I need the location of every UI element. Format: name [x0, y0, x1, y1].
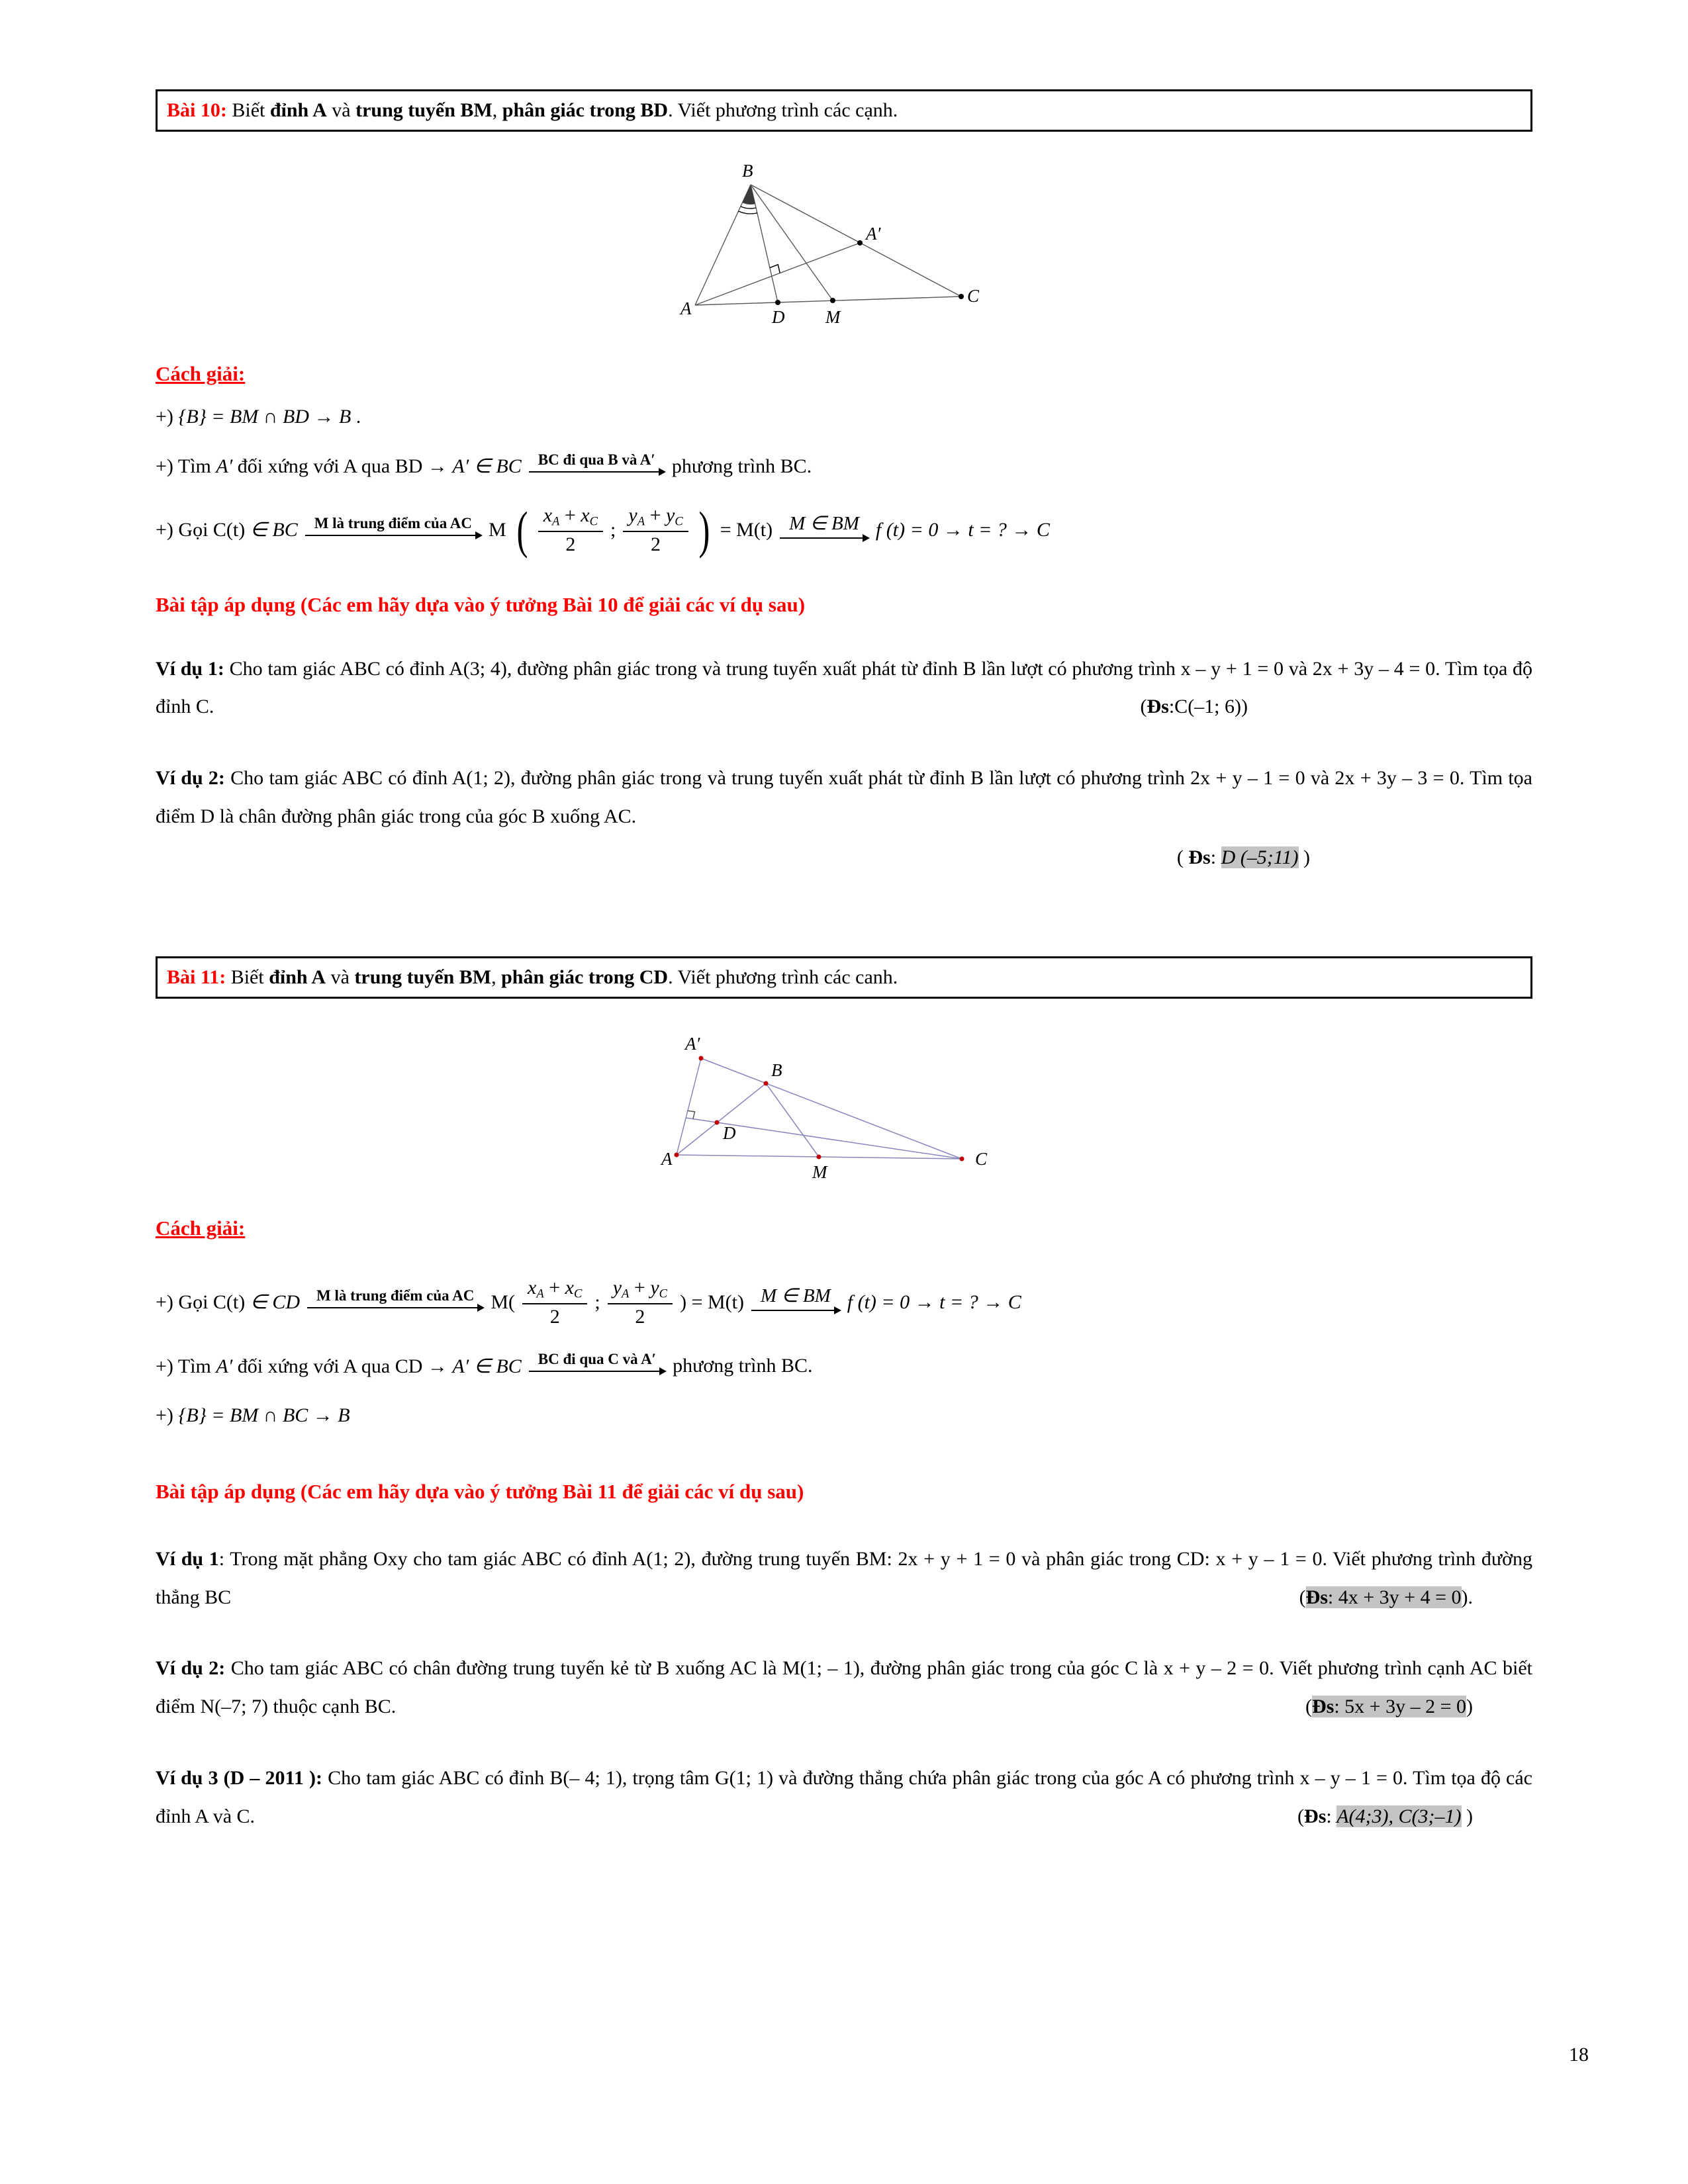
step-text: +) Gọi C(t) ∈ CD — [156, 1291, 301, 1314]
midpoint-close: ) = M(t) — [680, 1291, 744, 1313]
example-text: Ví dụ 1: Cho tam giác ABC có đỉnh A(3; 4), đường phân giác trong và trung tuyến xuất phát từ đỉnh B lần lượt có phương trình x – y + 1 = 0 và 2x + 3y – 4 = 0. Tìm tọa độ đỉnh C. — [156, 657, 1533, 718]
label-A-prime: A′ — [866, 224, 881, 244]
denominator: 2 — [651, 533, 661, 555]
bai11-step-2 — [156, 1351, 1532, 1378]
arrow-label: M là trung điểm của AC — [316, 1287, 475, 1304]
numerator: xA + xC — [522, 1277, 587, 1304]
denominator: 2 — [565, 533, 576, 555]
arrow-label: M là trung điểm của AC — [314, 514, 473, 531]
labeled-arrow — [751, 1284, 840, 1311]
bai11-example-1 — [156, 1540, 1532, 1617]
denominator: 2 — [635, 1305, 645, 1328]
label-A: A — [680, 298, 692, 318]
bai11-step-3 — [156, 1404, 1532, 1427]
labeled-arrow — [529, 1351, 665, 1372]
label-M: M — [812, 1162, 827, 1183]
left-paren: ( — [516, 500, 528, 559]
fraction-x — [538, 504, 603, 556]
arrow-line — [305, 535, 481, 536]
page-number: 18 — [1569, 2044, 1589, 2066]
step-text: +) Tìm A′ đối xứng với A qua BD → A′ ∈ BC — [156, 455, 522, 477]
line-BM-median — [751, 185, 833, 300]
right-paren: ) — [698, 500, 710, 559]
labeled-arrow — [529, 451, 665, 473]
bai11-figure-wrap — [156, 1028, 1532, 1194]
arrow-label: BC đi qua C và A′ — [538, 1351, 657, 1368]
step-text: +) {B} = BM ∩ BC → B — [156, 1404, 350, 1426]
midpoint-open: M( — [491, 1291, 516, 1313]
right-angle-mark — [770, 265, 780, 273]
bai11-title: Bài 11: Biết đỉnh A và trung tuyến BM, phân giác trong CD. Viết phương trình các canh. — [167, 966, 898, 989]
labeled-arrow — [307, 1287, 483, 1308]
bai10-solution-title: Cách giải: — [156, 362, 246, 385]
label-D: D — [772, 307, 785, 327]
numerator: xA + xC — [538, 504, 603, 532]
numerator: yA + yC — [608, 1277, 673, 1304]
bai11-exercise-heading: Bài tập áp dụng (Các em hãy dựa vào ý tưởng Bài 11 để giải các ví dụ sau) — [156, 1479, 804, 1503]
line-BC — [751, 185, 961, 296]
triangle-figure-bai10 — [659, 146, 1029, 345]
point-A-prime — [857, 240, 863, 246]
example-text: Ví dụ 2: Cho tam giác ABC có đỉnh A(1; 2), đường phân giác trong và trung tuyến xuất phát từ đỉnh B lần lượt có phương trình 2x + y – 1 = 0 và 2x + 3y – 3 = 0. Tìm tọa điểm D là chân đường phân giác trong của góc B xuống AC. — [156, 767, 1533, 828]
right-angle-mark — [688, 1111, 695, 1118]
triangle-figure-bai11 — [659, 1028, 1029, 1194]
step-text: = M(t) — [720, 518, 773, 541]
arrow-line — [780, 537, 868, 539]
label-B: B — [742, 161, 753, 181]
step-text: +) {B} = BM ∩ BD → B . — [156, 406, 361, 428]
midpoint-symbol: M — [489, 518, 506, 541]
line-AC — [695, 296, 961, 305]
line-AA-prime — [677, 1058, 701, 1155]
bai10-example-1 — [156, 650, 1532, 727]
angle-arc-2 — [739, 211, 757, 214]
bai10-title: Bài 10: Biết đỉnh A và trung tuyến BM, phân giác trong BD. Viết phương trình các cạnh. — [167, 99, 898, 121]
fraction-y — [623, 504, 688, 556]
bai10-figure-wrap — [156, 146, 1532, 345]
example-answer: (Đs: 5x + 3y – 2 = 0) — [1305, 1696, 1473, 1718]
bai10-step-3 — [156, 500, 1532, 559]
label-A-prime: A′ — [685, 1034, 700, 1054]
bai10-example-2 — [156, 759, 1532, 836]
point-D — [715, 1120, 720, 1125]
point-M — [817, 1155, 821, 1160]
example-text: Ví dụ 3 (D – 2011 ): Cho tam giác ABC có đỉnh B(– 4; 1), trọng tâm G(1; 1) và đường thẳng chứa phân giác trong của góc A có phương trình x – y – 1 = 0. Tìm tọa độ các đỉnh A và C. — [156, 1767, 1532, 1828]
label-C: C — [967, 286, 980, 306]
arrow-line — [751, 1310, 840, 1311]
step-text: phương trình BC. — [671, 455, 812, 477]
label-M: M — [825, 307, 841, 327]
label-B: B — [771, 1060, 782, 1081]
labeled-arrow — [305, 515, 481, 536]
label-A: A — [661, 1149, 673, 1169]
arrow-label: M ∈ BM — [789, 513, 859, 535]
point-C — [959, 294, 964, 299]
bai10-step-1 — [156, 406, 1532, 428]
arrow-line — [307, 1307, 483, 1308]
bai11-title-box — [156, 956, 1532, 999]
example-text: Ví dụ 1: Trong mặt phẳng Oxy cho tam giác ABC có đỉnh A(1; 2), đường trung tuyến BM: 2x + y + 1 = 0 và phân giác trong CD: x + y – 1 = 0. Viết phương trình đường thẳng BC — [156, 1547, 1532, 1608]
denominator: 2 — [549, 1305, 560, 1328]
bai11-example-2 — [156, 1649, 1532, 1726]
bai11-solution-title: Cách giải: — [156, 1216, 246, 1240]
line-CB-A-prime — [701, 1058, 962, 1159]
step-text: phương trình BC. — [673, 1355, 813, 1377]
bai10-step-2 — [156, 451, 1532, 478]
fraction-x — [522, 1277, 587, 1328]
line-BM-median — [766, 1083, 819, 1157]
arrow-line — [529, 1371, 665, 1372]
line-BD-bisector — [751, 185, 778, 302]
label-C: C — [975, 1149, 988, 1169]
arrow-line — [529, 471, 665, 473]
bai10-exercise-heading: Bài tập áp dụng (Các em hãy dựa vào ý tưởng Bài 10 để giải các ví dụ sau) — [156, 592, 806, 616]
point-C — [960, 1157, 964, 1161]
bai10-example-2-answer: ( Đs: D (–5;11) ) — [1176, 846, 1310, 869]
example-answer: (Đs: A(4;3), C(3;–1) ) — [1297, 1805, 1473, 1828]
step-text: f (t) = 0 → t = ? → C — [847, 1291, 1021, 1313]
point-A — [675, 1153, 679, 1158]
bai10-title-box — [156, 89, 1532, 132]
step-text: f (t) = 0 → t = ? → C — [875, 518, 1050, 541]
point-B — [764, 1081, 769, 1086]
example-answer: (Đs: 4x + 3y + 4 = 0). — [1299, 1586, 1473, 1608]
separator: ; — [610, 518, 616, 541]
point-M — [830, 298, 835, 303]
point-A-prime — [699, 1056, 704, 1061]
example-answer: (Đs:C(–1; 6)) — [1140, 696, 1248, 718]
line-AB — [677, 1083, 766, 1155]
labeled-arrow — [780, 512, 868, 539]
bai11-step-1 — [156, 1277, 1532, 1328]
separator: ; — [594, 1291, 600, 1313]
angle-arc-1 — [741, 206, 756, 208]
point-D — [775, 300, 780, 305]
example-text: Ví dụ 2: Cho tam giác ABC có chân đường trung tuyến kẻ từ B xuống AC là M(1; – 1), đường phân giác trong của góc C là x + y – 2 = 0. Viết phương trình cạnh AC biết điểm N(–7; 7) thuộc cạnh BC. — [156, 1657, 1532, 1718]
step-text: +) Tìm A′ đối xứng với A qua CD → A′ ∈ BC — [156, 1355, 522, 1377]
step-text: +) Gọi C(t) ∈ BC — [156, 519, 298, 541]
label-D: D — [723, 1123, 736, 1144]
bai11-example-3 — [156, 1759, 1532, 1836]
arrow-label: M ∈ BM — [760, 1285, 831, 1307]
arrow-label: BC đi qua B và A′ — [538, 451, 655, 468]
fraction-y — [608, 1277, 673, 1328]
numerator: yA + yC — [623, 504, 688, 532]
